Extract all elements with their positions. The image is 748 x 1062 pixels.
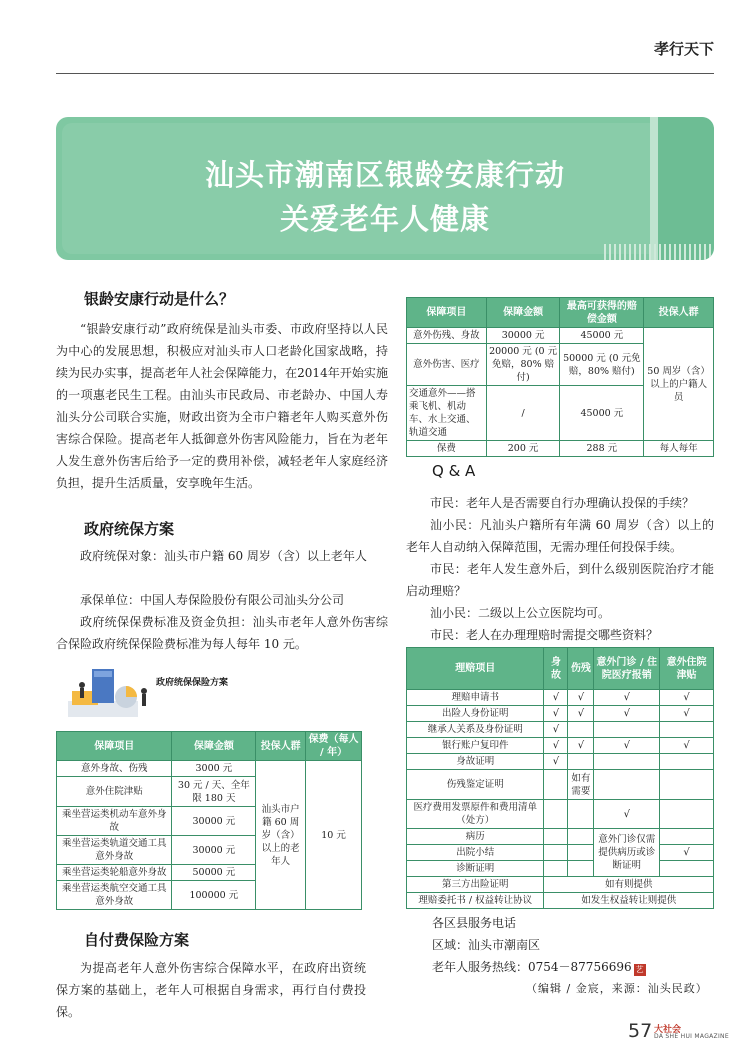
t3-check bbox=[568, 800, 594, 829]
selfpay-table bbox=[406, 297, 714, 457]
t3-check: √ bbox=[594, 738, 660, 754]
banner-stripes bbox=[604, 244, 714, 260]
t3-check bbox=[660, 754, 714, 770]
t3-check bbox=[544, 829, 568, 845]
t1-cell: 30 元 / 天、全年限 180 天 bbox=[172, 777, 256, 807]
t1-header: 保费（每人 / 年） bbox=[306, 732, 362, 761]
t3-cell: 继承人关系及身份证明 bbox=[407, 722, 544, 738]
contact-title: 各区县服务电话 bbox=[432, 916, 517, 930]
t3-check bbox=[594, 722, 660, 738]
t3-check: √ bbox=[544, 754, 568, 770]
insurance-illustration-icon bbox=[64, 661, 154, 723]
t3-cell: 身故证明 bbox=[407, 754, 544, 770]
t3-cell: 出院小结 bbox=[407, 845, 544, 861]
t3-check: √ bbox=[660, 738, 714, 754]
t3-check: √ bbox=[544, 706, 568, 722]
section-para-what: “银龄安康行动”政府统保是汕头市委、市政府坚持以人民为中心的发展思想，积极应对汕头市人口老龄化国家战略，持续为民办实事，提高老年人社会保障能力，在2014年开始实施的一项惠老民生工程。由汕头市民政局、市老龄办、中国人寿汕头分公司联合实施，财政出资为全市户籍老年人购买意外伤害综合保险。提高老年人抵御意外伤害风险能力，旨在为老年人发生意外伤害后给予一定的费用补偿，减轻老年人家庭经济负担，提升生活质量，安享晚年生活。 bbox=[56, 322, 388, 490]
section-heading-what: 银龄安康行动是什么？ bbox=[84, 290, 235, 308]
t1-premium: 10 元 bbox=[306, 761, 362, 910]
t3-check bbox=[660, 861, 714, 877]
t3-header: 理赔项目 bbox=[407, 648, 544, 690]
page-number: 57 bbox=[628, 1020, 653, 1042]
t3-cell: 如发生权益转让则提供 bbox=[544, 893, 714, 909]
t3-check bbox=[568, 722, 594, 738]
t2-cell: 30000 元 bbox=[486, 328, 560, 344]
t1-cell: 乘坐营运类机动车意外身故 bbox=[57, 807, 172, 836]
t1-header: 保障金额 bbox=[172, 732, 256, 761]
title-banner bbox=[56, 117, 714, 260]
t3-check bbox=[544, 800, 568, 829]
t3-check bbox=[544, 770, 568, 800]
t1-header: 投保人群 bbox=[256, 732, 306, 761]
contact-district: 区域：汕头市潮南区 bbox=[432, 938, 541, 952]
stamp-icon: 艺 bbox=[635, 965, 644, 974]
t1-cell: 意外身故、伤残 bbox=[57, 761, 172, 777]
t3-check bbox=[660, 829, 714, 845]
t2-cell: 45000 元 bbox=[560, 386, 644, 441]
t3-check bbox=[544, 861, 568, 877]
t3-check: √ bbox=[660, 706, 714, 722]
title-line-1: 汕头市潮南区银龄安康行动 bbox=[204, 158, 565, 192]
qa-line: 市民：老年人发生意外后，到什么级别医院治疗才能启动理赔？ bbox=[406, 562, 714, 598]
t3-header: 身故 bbox=[544, 648, 568, 690]
t2-cell: 20000 元 (0 元免赔，80% 赔付) bbox=[486, 344, 560, 386]
contact-hotline bbox=[432, 956, 646, 978]
t2-cell: 288 元 bbox=[560, 441, 644, 457]
t3-check: √ bbox=[660, 845, 714, 861]
t3-header: 意外住院津贴 bbox=[660, 648, 714, 690]
t3-cell: 理赔委托书 / 权益转让协议 bbox=[407, 893, 544, 909]
t3-cell: 出险人身份证明 bbox=[407, 706, 544, 722]
t2-cell: 每人每年 bbox=[644, 441, 714, 457]
t3-cell: 如有需要 bbox=[568, 770, 594, 800]
t1-cell: 30000 元 bbox=[172, 836, 256, 865]
t2-cell: 保费 bbox=[407, 441, 487, 457]
t3-cell: 医疗费用发票原件和费用清单（处方） bbox=[407, 800, 544, 829]
t1-cell: 乘坐营运类轨道交通工具意外身故 bbox=[57, 836, 172, 865]
t3-check: √ bbox=[568, 706, 594, 722]
t3-check: √ bbox=[568, 738, 594, 754]
t3-check: √ bbox=[594, 800, 660, 829]
t3-check bbox=[568, 845, 594, 861]
t1-cell: 意外住院津贴 bbox=[57, 777, 172, 807]
t3-cell: 理赔申请书 bbox=[407, 690, 544, 706]
qa-line: 汕小民：凡汕头户籍所有年满 60 周岁（含）以上的老年人自动纳入保障范围，无需办理任何投保手续。 bbox=[406, 518, 714, 554]
t3-check bbox=[660, 800, 714, 829]
t1-cell: 100000 元 bbox=[172, 881, 256, 910]
t3-cell: 诊断证明 bbox=[407, 861, 544, 877]
title-line-2: 关爱老年人健康 bbox=[279, 202, 490, 236]
t1-cell: 乘坐营运类航空交通工具意外身故 bbox=[57, 881, 172, 910]
t3-cell: 伤残鉴定证明 bbox=[407, 770, 544, 800]
t2-cell: / bbox=[486, 386, 560, 441]
t3-check bbox=[568, 829, 594, 845]
top-rule bbox=[56, 73, 714, 74]
t3-cell: 病历 bbox=[407, 829, 544, 845]
credit: （编辑 / 金宸，来源：汕头民政） bbox=[526, 982, 708, 995]
t3-check bbox=[660, 770, 714, 800]
t3-check: √ bbox=[544, 738, 568, 754]
t2-cell: 意外伤害、医疗 bbox=[407, 344, 487, 386]
t3-check: √ bbox=[544, 722, 568, 738]
t3-header: 意外门诊 / 住院医疗报销 bbox=[594, 648, 660, 690]
t3-check bbox=[568, 861, 594, 877]
qa-line: 市民：老年人是否需要自行办理确认投保的手续？ bbox=[430, 496, 695, 510]
t2-cell: 50000 元 (0 元免赔，80% 赔付) bbox=[560, 344, 644, 386]
t2-header: 最高可获得的赔偿金额 bbox=[560, 298, 644, 328]
t3-check: √ bbox=[544, 690, 568, 706]
t3-cell: 如有则提供 bbox=[544, 877, 714, 893]
qa-heading: Q & A bbox=[432, 462, 476, 480]
qa-line: 汕小民：二级以上公立医院均可。 bbox=[430, 606, 611, 620]
illustration-label: 政府统保保险方案 bbox=[156, 678, 229, 688]
t3-cell: 银行账户复印件 bbox=[407, 738, 544, 754]
t3-check bbox=[594, 770, 660, 800]
gov-plan-table bbox=[56, 731, 362, 910]
column-name: 孝行天下 bbox=[653, 40, 714, 58]
magazine-logo: 大社会 bbox=[654, 1025, 682, 1035]
claims-table bbox=[406, 647, 714, 909]
t2-header: 保障金额 bbox=[486, 298, 560, 328]
magazine-brand: DA SHE HUI MAGAZINE bbox=[654, 1033, 729, 1040]
gov-premium: 政府统保保费标准及资金负担：汕头市老年人意外伤害综合保险政府统保保险费标准为每人每年 10 元。 bbox=[56, 615, 388, 651]
t2-group: 50 周岁（含）以上的户籍人员 bbox=[644, 328, 714, 441]
t3-check bbox=[660, 722, 714, 738]
t1-cell: 30000 元 bbox=[172, 807, 256, 836]
t3-check bbox=[594, 754, 660, 770]
qa-line: 市民：老人在办理理赔时需提交哪些资料？ bbox=[430, 628, 659, 642]
t1-header: 保障项目 bbox=[57, 732, 172, 761]
t2-cell: 交通意外——搭乘飞机、机动车、水上交通、轨道交通 bbox=[407, 386, 487, 441]
t3-merged-note: 意外门诊仅需提供病历或诊断证明 bbox=[594, 829, 660, 877]
t3-check bbox=[544, 845, 568, 861]
section-heading-selfpay: 自付费保险方案 bbox=[84, 931, 190, 949]
t3-check: √ bbox=[594, 690, 660, 706]
t1-cell: 乘坐营运类轮船意外身故 bbox=[57, 865, 172, 881]
t1-group: 汕头市户籍 60 周岁（含）以上的老年人 bbox=[256, 761, 306, 910]
t1-cell: 3000 元 bbox=[172, 761, 256, 777]
t2-cell: 45000 元 bbox=[560, 328, 644, 344]
gov-insurer: 承保单位：中国人寿保险股份有限公司汕头分公司 bbox=[80, 593, 345, 607]
t1-cell: 50000 元 bbox=[172, 865, 256, 881]
t2-header: 投保人群 bbox=[644, 298, 714, 328]
t3-check: √ bbox=[660, 690, 714, 706]
t2-cell: 意外伤残、身故 bbox=[407, 328, 487, 344]
t2-header: 保障项目 bbox=[407, 298, 487, 328]
hotline-text: 老年人服务热线：0754－87756696 bbox=[432, 960, 632, 974]
section-para-selfpay: 为提高老年人意外伤害综合保障水平，在政府出资统保方案的基础上，老年人可根据自身需求，再行自付费投保。 bbox=[56, 961, 366, 1019]
t3-check: √ bbox=[568, 690, 594, 706]
gov-target: 政府统保对象：汕头市户籍 60 周岁（含）以上老年人 bbox=[80, 549, 367, 563]
t3-check: √ bbox=[594, 706, 660, 722]
section-heading-gov: 政府统保方案 bbox=[84, 520, 175, 538]
t3-header: 伤残 bbox=[568, 648, 594, 690]
t3-cell: 第三方出险证明 bbox=[407, 877, 544, 893]
t2-cell: 200 元 bbox=[486, 441, 560, 457]
t3-check bbox=[568, 754, 594, 770]
